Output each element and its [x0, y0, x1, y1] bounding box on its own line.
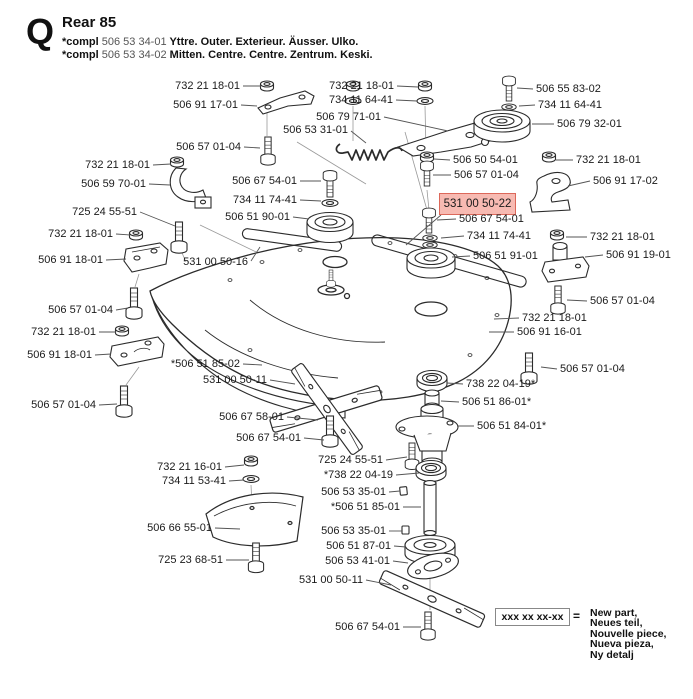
bearing-738-22-04-19: [417, 371, 447, 392]
bracket-506-91-19-01: [542, 243, 589, 283]
part-label[interactable]: 506 91 17-02: [593, 175, 658, 187]
part-label[interactable]: 734 11 53-41: [161, 475, 226, 487]
bolt-506-57-01-04: [421, 161, 434, 186]
washer-734-11-74-41: [423, 235, 437, 241]
nut-732-21-18-01: [419, 81, 432, 91]
legend-pattern-box: [495, 608, 570, 626]
part-label[interactable]: 506 67 54-01: [232, 175, 297, 187]
bearing-738-22-04-19: [416, 461, 446, 482]
part-label[interactable]: 506 67 58-01: [219, 411, 284, 423]
part-label[interactable]: 732 21 18-01: [329, 80, 394, 92]
pulley-506-79-32-01: [474, 110, 530, 142]
nut-732-21-16-01: [245, 456, 258, 466]
part-label[interactable]: 732 21 16-01: [157, 461, 222, 473]
part-label[interactable]: *738 22 04-19: [323, 469, 393, 481]
part-label[interactable]: 506 91 18-01: [27, 349, 92, 361]
pin-506-53-35-01: [400, 487, 408, 496]
part-label[interactable]: 734 11 64-41: [538, 99, 603, 111]
part-label[interactable]: 725 23 68-51: [158, 554, 223, 566]
nut-732-21-18-01: [261, 81, 274, 91]
bracket-506-91-17-01: [258, 91, 314, 114]
washer-734-11-53-41: [243, 476, 259, 483]
part-label[interactable]: 506 55 83-02: [536, 83, 601, 95]
legend-line: Ny detalj: [590, 648, 634, 661]
part-label[interactable]: 506 51 84-01*: [477, 420, 547, 432]
bolt-506-57-01-04: [116, 386, 132, 417]
part-label[interactable]: 506 51 91-01: [473, 250, 538, 262]
part-label[interactable]: 732 21 18-01: [576, 154, 641, 166]
part-label[interactable]: 506 57 01-04: [590, 295, 655, 307]
part-label[interactable]: *506 51 85-02: [170, 358, 240, 370]
deflector-506-66-55-01: [206, 493, 303, 546]
legend-line: Nueva pieza,: [590, 638, 654, 651]
part-label[interactable]: 732 21 18-01: [175, 80, 240, 92]
part-label[interactable]: 732 21 18-01: [48, 228, 113, 240]
part-label[interactable]: 732 21 18-01: [31, 326, 96, 338]
part-label[interactable]: 738 22 04-19*: [466, 378, 536, 390]
nut-732-21-18-01: [551, 230, 564, 240]
bolt-506-67-54-01: [421, 612, 435, 640]
part-label[interactable]: 734 11 64-41: [328, 94, 393, 106]
part-label[interactable]: 506 57 01-04: [176, 141, 241, 153]
legend-line: Neues teil,: [590, 617, 643, 630]
pulley-506-51-91-01: [407, 248, 455, 278]
part-label[interactable]: 531 00 50-16: [183, 256, 248, 268]
nut-732-21-18-01: [116, 326, 129, 336]
part-label[interactable]: 506 67 54-01: [459, 213, 524, 225]
bolt-506-55-83-02: [503, 76, 516, 101]
bolt-506-57-01-04: [261, 137, 275, 165]
part-label[interactable]: 506 79 71-01: [316, 111, 381, 123]
spring-506-53-31-01: [336, 144, 402, 160]
bolt-506-67-54-01: [323, 170, 337, 197]
legend-text: [590, 608, 666, 660]
part-label[interactable]: 506 53 41-01: [325, 555, 390, 567]
part-label[interactable]: 506 57 01-04: [454, 169, 519, 181]
spindle-housing-506-51-84-01: [396, 405, 458, 467]
part-label[interactable]: 725 24 55-51: [72, 206, 137, 218]
part-label[interactable]: 734 11 74-41: [467, 230, 532, 242]
part-label[interactable]: 725 24 55-51: [318, 454, 383, 466]
part-label[interactable]: *506 51 85-01: [330, 501, 400, 513]
bracket-506-91-18-01: [124, 243, 168, 272]
part-label[interactable]: 506 67 54-01: [236, 432, 301, 444]
bolt-506-57-01-04: [551, 286, 565, 314]
part-label[interactable]: 506 67 54-01: [335, 621, 400, 633]
part-label[interactable]: 506 57 01-04: [560, 363, 625, 375]
part-label[interactable]: 732 21 18-01: [522, 312, 587, 324]
bracket-506-91-17-02: [530, 173, 570, 212]
compl-line: *compl 506 53 34-01 Yttre. Outer. Exterieur. Äusser. Ulko.: [62, 36, 359, 48]
shaft-506-51-85-01: [424, 481, 436, 536]
part-label[interactable]: 734 11 74-41: [232, 194, 297, 206]
part-label[interactable]: 531 00 50-11: [202, 374, 267, 386]
nut-732-21-18-01: [130, 230, 143, 240]
part-label[interactable]: 506 91 16-01: [517, 326, 582, 338]
part-label[interactable]: 506 53 35-01: [321, 525, 386, 537]
part-label[interactable]: 531 00 50-11: [298, 574, 363, 586]
washer-734-11-64-41: [502, 104, 516, 110]
part-label[interactable]: 506 57 01-04: [48, 304, 113, 316]
washer-734-11-64-41: [417, 98, 433, 105]
part-label[interactable]: 506 53 35-01: [321, 486, 386, 498]
nut-732-21-18-01: [171, 157, 184, 167]
part-label[interactable]: 506 91 19-01: [606, 249, 671, 261]
part-label[interactable]: 506 59 70-01: [81, 178, 146, 190]
part-label-highlighted[interactable]: 531 00 50-22: [439, 193, 516, 215]
part-label[interactable]: 506 51 90-01: [225, 211, 290, 223]
legend-pattern: xxx xx xx-xx: [501, 611, 564, 623]
nut-506-50-54-01: [421, 152, 434, 162]
bolt-506-57-01-04: [126, 288, 142, 319]
page-title: Rear 85: [62, 14, 117, 31]
legend-line: New part,: [590, 607, 638, 619]
bracket-506-59-70-01: [170, 168, 211, 208]
part-label[interactable]: 506 91 18-01: [38, 254, 103, 266]
bolt-725-24-55-51: [171, 222, 187, 253]
section-letter: Q: [26, 11, 55, 52]
part-label[interactable]: 732 21 18-01: [85, 159, 150, 171]
part-label[interactable]: 506 66 55-01: [147, 522, 212, 534]
part-label[interactable]: 732 21 18-01: [590, 231, 655, 243]
part-label[interactable]: 506 50 54-01: [453, 154, 518, 166]
part-label[interactable]: 506 53 31-01: [283, 124, 348, 136]
bolt-725-23-68-51: [248, 543, 263, 573]
washer-734-11-74-41: [322, 200, 338, 207]
part-label[interactable]: 506 91 17-01: [173, 99, 238, 111]
bolt-506-67-54-01: [423, 208, 436, 233]
compl-line: *compl 506 53 34-02 Mitten. Centre. Centre. Zentrum. Keski.: [62, 49, 373, 61]
legend-line: Nouvelle piece,: [590, 627, 667, 640]
legend-equals: =: [573, 609, 581, 623]
part-label[interactable]: 506 57 01-04: [31, 399, 96, 411]
bracket-506-91-18-01-lower: [110, 337, 164, 366]
pulley-506-51-90-01: [307, 213, 353, 243]
part-label[interactable]: 506 51 86-01*: [462, 396, 532, 408]
part-label[interactable]: 506 51 87-01: [326, 540, 391, 552]
part-label[interactable]: 506 79 32-01: [557, 118, 622, 130]
pin-506-53-35-01: [402, 526, 409, 534]
nut-732-21-18-01: [543, 152, 556, 162]
